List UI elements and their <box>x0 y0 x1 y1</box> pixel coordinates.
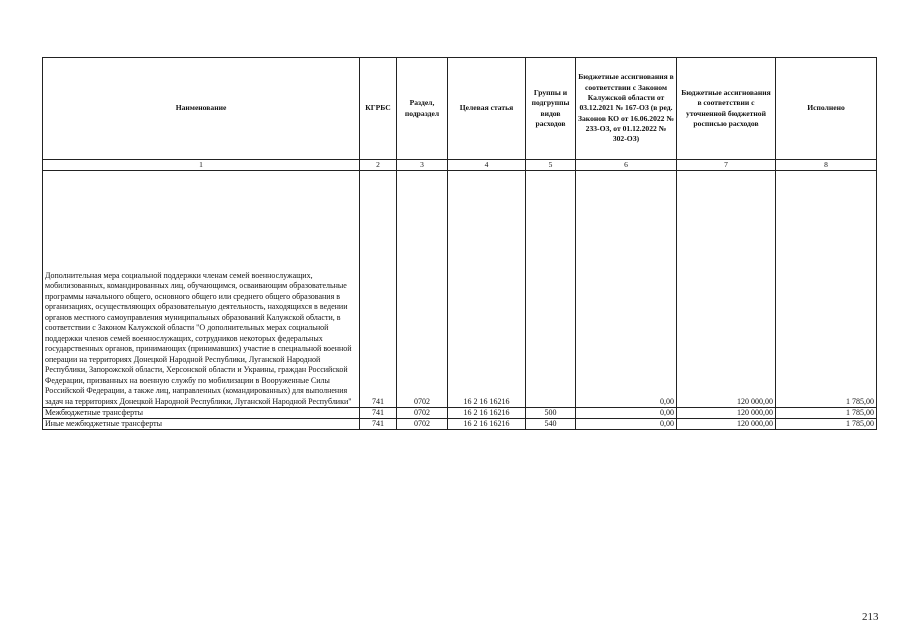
row-law-allocations: 0,00 <box>576 171 677 408</box>
row-executed: 1 785,00 <box>776 171 877 408</box>
row-expense-group <box>526 171 576 408</box>
header-name: Наименование <box>43 58 360 160</box>
row-section: 0702 <box>397 419 448 430</box>
row-target-article: 16 2 16 16216 <box>448 419 526 430</box>
column-number: 4 <box>448 160 526 171</box>
table-row <box>43 419 877 430</box>
header-section: Раздел, подраздел <box>397 58 448 160</box>
budget-execution-table <box>42 57 877 430</box>
row-section: 0702 <box>397 408 448 419</box>
column-number-row <box>43 160 877 171</box>
table-row <box>43 408 877 419</box>
row-executed: 1 785,00 <box>776 408 877 419</box>
header-expense-group: Группы и подгруппы видов расходов <box>526 58 576 160</box>
row-kgrbs: 741 <box>360 408 397 419</box>
column-number: 1 <box>43 160 360 171</box>
row-budget-allocations: 120 000,00 <box>677 171 776 408</box>
column-number: 7 <box>677 160 776 171</box>
row-section: 0702 <box>397 171 448 408</box>
row-kgrbs: 741 <box>360 171 397 408</box>
row-expense-group: 540 <box>526 419 576 430</box>
row-budget-allocations: 120 000,00 <box>677 408 776 419</box>
header-budget-allocations: Бюджетные ассигнования в соответствии с уточненной бюджетной росписью расходов <box>677 58 776 160</box>
row-law-allocations: 0,00 <box>576 408 677 419</box>
row-name: Дополнительная мера социальной поддержки членам семей военнослужащих, мобилизованных, командированных лиц, обучающимся, осваивающим образовательные программы начального общего, основного общего или среднего общего образования в организациях, осуществляющих образовательную деятельность, находящихся в ведении органов местного самоуправления муниципальных образований Калужской области, в соответствии с Законом Калужской области "О дополнительных мерах социальной поддержки членов семей военнослужащих, сотрудников некоторых федеральных государственных органов, принимающих (принимавших) участие в специальной военной операции на территориях Донецкой Народной Республики, Луганской Народной Республики, Запорожской области, Херсонской области и Украины, граждан Российской Федерации, призванных на военную службу по мобилизации в Вооруженные Силы Российской Федерации, а также лиц, направленных (командированных) для выполнения задач на территориях Донецкой Народной Республики, Луганской Народной Республики" <box>43 171 360 408</box>
column-number: 5 <box>526 160 576 171</box>
column-number: 8 <box>776 160 877 171</box>
row-law-allocations: 0,00 <box>576 419 677 430</box>
column-number: 2 <box>360 160 397 171</box>
row-budget-allocations: 120 000,00 <box>677 419 776 430</box>
header-kgrbs: КГРБС <box>360 58 397 160</box>
header-law-allocations: Бюджетные ассигнования в соответствии с Законом Калужской области от 03.12.2021 № 167-ОЗ (в ред. Законов КО от 16.06.2022 № 233-ОЗ, от 01.12.2022 № 302-ОЗ) <box>576 58 677 160</box>
row-kgrbs: 741 <box>360 419 397 430</box>
row-target-article: 16 2 16 16216 <box>448 408 526 419</box>
table-row <box>43 171 877 408</box>
row-target-article: 16 2 16 16216 <box>448 171 526 408</box>
column-number: 6 <box>576 160 677 171</box>
row-name: Иные межбюджетные трансферты <box>43 419 360 430</box>
header-executed: Исполнено <box>776 58 877 160</box>
page-number: 213 <box>862 611 879 623</box>
row-expense-group: 500 <box>526 408 576 419</box>
row-executed: 1 785,00 <box>776 419 877 430</box>
table-header-row <box>43 58 877 160</box>
row-name: Межбюджетные трансферты <box>43 408 360 419</box>
column-number: 3 <box>397 160 448 171</box>
header-target-article: Целевая статья <box>448 58 526 160</box>
